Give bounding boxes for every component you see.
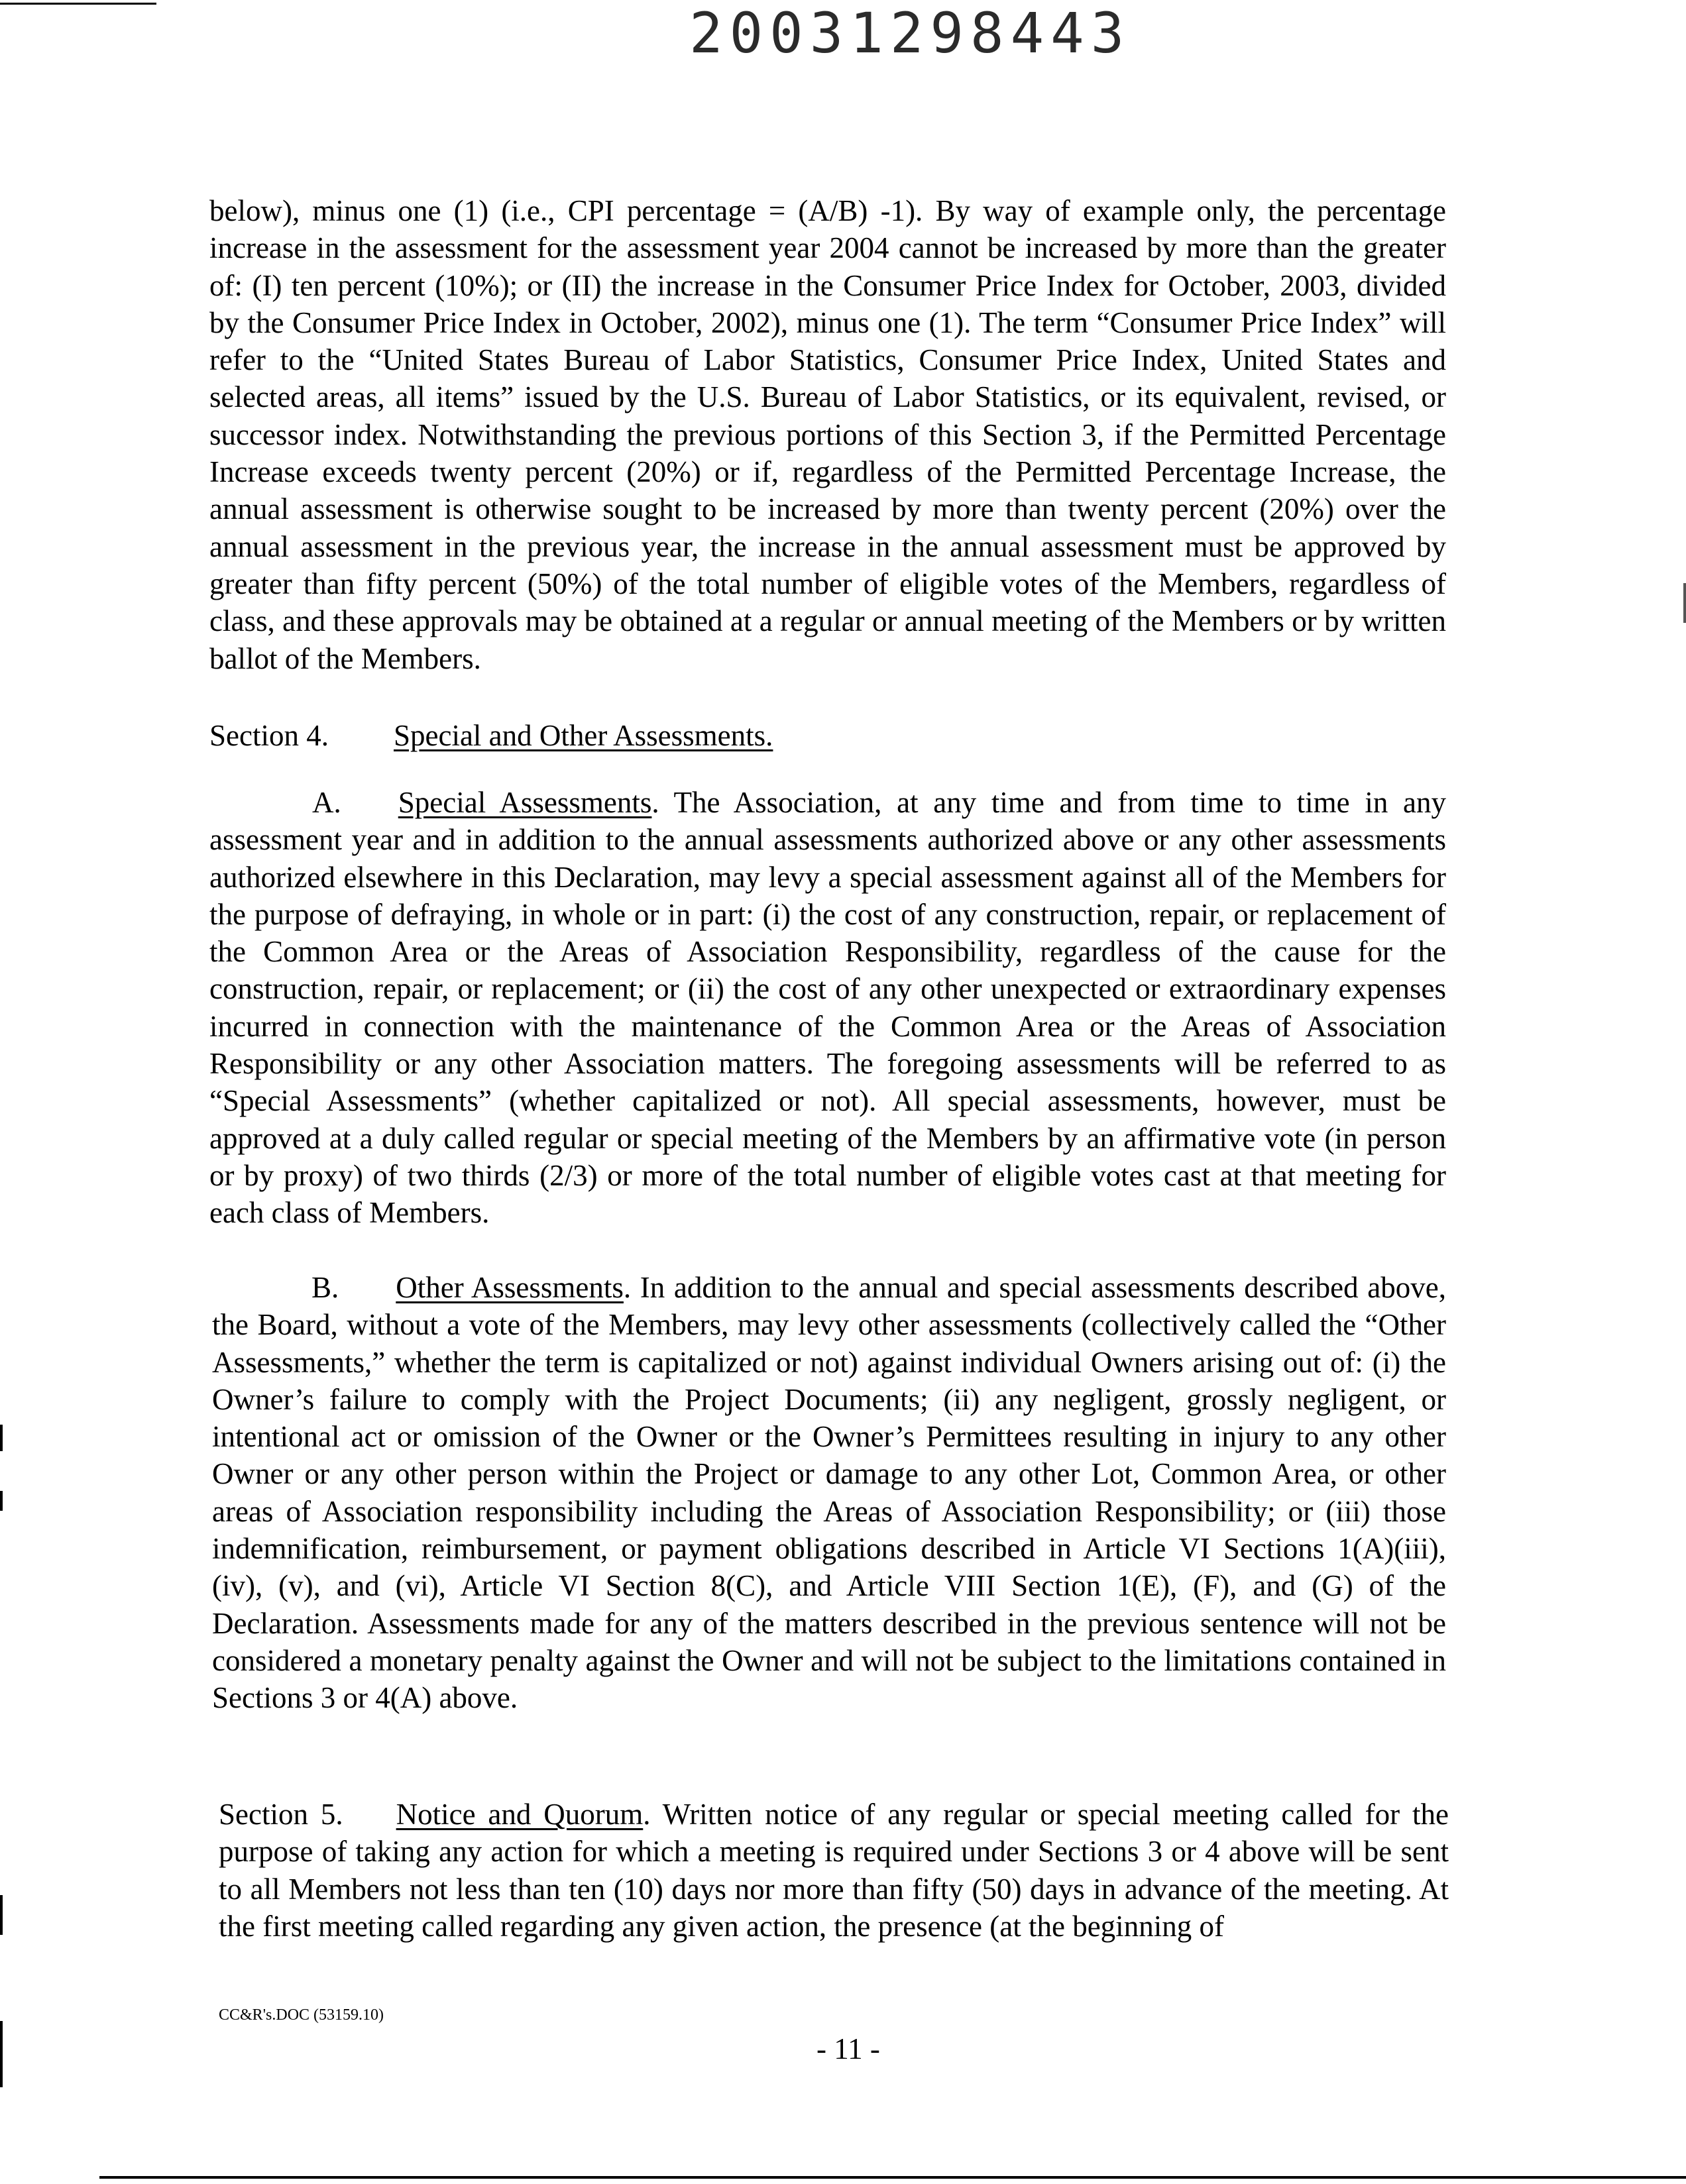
document-number: 20031298443: [689, 1, 1131, 66]
section-5-label: Section 5.: [219, 1798, 343, 1831]
left-margin-mark: [0, 1895, 3, 1935]
left-margin-mark: [0, 2021, 3, 2087]
bottom-edge-rule: [99, 2176, 1686, 2179]
section-4b-label: B.: [311, 1271, 339, 1304]
right-margin-mark: [1683, 583, 1686, 623]
section-4-heading: [209, 717, 773, 754]
section-4-title: Special and Other Assessments.: [393, 719, 773, 752]
section-4b-title: Other Assessments: [396, 1271, 624, 1304]
left-margin-mark: [0, 1491, 3, 1511]
section-4a-label: A.: [312, 786, 341, 819]
left-margin-mark: [0, 1425, 3, 1451]
top-edge-rule: [0, 3, 156, 5]
section-4a-paragraph: [209, 784, 1446, 1232]
footer-page-number: - 11 -: [816, 2032, 880, 2065]
section-5-paragraph: [219, 1796, 1449, 1945]
section-4a-text: . The Association, at any time and from time to time in any assessment year and in addition to the annual assessments authorized above or any other assessments authorized elsewhere in this Declaration, may levy a special assessment against all of the Members for the purpose of defraying, in whole or in part: (i) the cost of any construction, repair, or replacement of the Common Area or the Areas of Association Responsibility, regardless of the cause for the construction, repair, or replacement; or (ii) the cost of any other unexpected or extraordinary expenses incurred in connection with the maintenance of the Common Area or the Areas of Association Responsibility or any other Association matters. The foregoing assessments will be referred to as “Special Assessments” (whether capitalized or not). All special assessments, however, must be approved at a duly called regular or special meeting of the Members by an affirmative vote (in person or by proxy) of two thirds (2/3) or more of the total number of eligible votes cast at that meeting for each class of Members.: [209, 786, 1446, 1230]
section-4-label: Section 4.: [209, 719, 329, 752]
section-4b-paragraph: [212, 1269, 1446, 1717]
section-5-title: Notice and Quorum: [396, 1798, 644, 1831]
section-4a-title: Special Assessments: [398, 786, 652, 819]
section-5-text: . Written notice of any regular or special meeting called for the purpose of taking any action for which a meeting is required under Sections 3 or 4 above will be sent to all Members not less than ten (10) days nor more than fifty (50) days in advance of the meeting. At the first meeting called regarding any given action, the presence (at the beginning of: [219, 1798, 1449, 1943]
paragraph-cpi-continuation: below), minus one (1) (i.e., CPI percentage = (A/B) -1). By way of example only, the percentage increase in the assessment for the assessment year 2004 cannot be increased by more than the greater of: (I) ten percent (10%); or (II) the increase in the Consumer Price Index for October, 2003, divided by the Consumer Price Index in October, 2002), minus one (1). The term “Consumer Price Index” will refer to the “United States Bureau of Labor Statistics, Consumer Price Index, United States and selected areas, all items” issued by the U.S. Bureau of Labor Statistics, or its equivalent, revised, or successor index. Notwithstanding the previous portions of this Section 3, if the Permitted Percentage Increase exceeds twenty percent (20%) or if, regardless of the Permitted Percentage Increase, the annual assessment is otherwise sought to be increased by more than twenty percent (20%) over the annual assessment in the previous year, the increase in the annual assessment must be approved by greater than fifty percent (50%) of the total number of eligible votes of the Members, regardless of class, and these approvals may be obtained at a regular or annual meeting of the Members or by written ballot of the Members.: [209, 194, 1446, 675]
section-4b-text: . In addition to the annual and special assessments described above, the Board, without a vote of the Members, may levy other assessments (collectively called the “Other Assessments,” whether the term is capitalized or not) against individual Owners arising out of: (i) the Owner’s failure to comply with the Project Documents; (ii) any negligent, grossly negligent, or intentional act or omission of the Owner or the Owner’s Permittees resulting in injury to any other Owner or any other person within the Project or damage to any other Lot, Common Area, or other areas of Association responsibility including the Areas of Association Responsibility; or (iii) those indemnification, reimbursement, or payment obligations described in Article VI Sections 1(A)(iii), (iv), (v), and (vi), Article VI Section 8(C), and Article VIII Section 1(E), (F), and (G) of the Declaration. Assessments made for any of the matters described in the previous sentence will not be considered a monetary penalty against the Owner and will not be subject to the limitations contained in Sections 3 or 4(A) above.: [212, 1271, 1446, 1715]
footer-file-reference: CC&R's.DOC (53159.10): [219, 2006, 384, 2024]
